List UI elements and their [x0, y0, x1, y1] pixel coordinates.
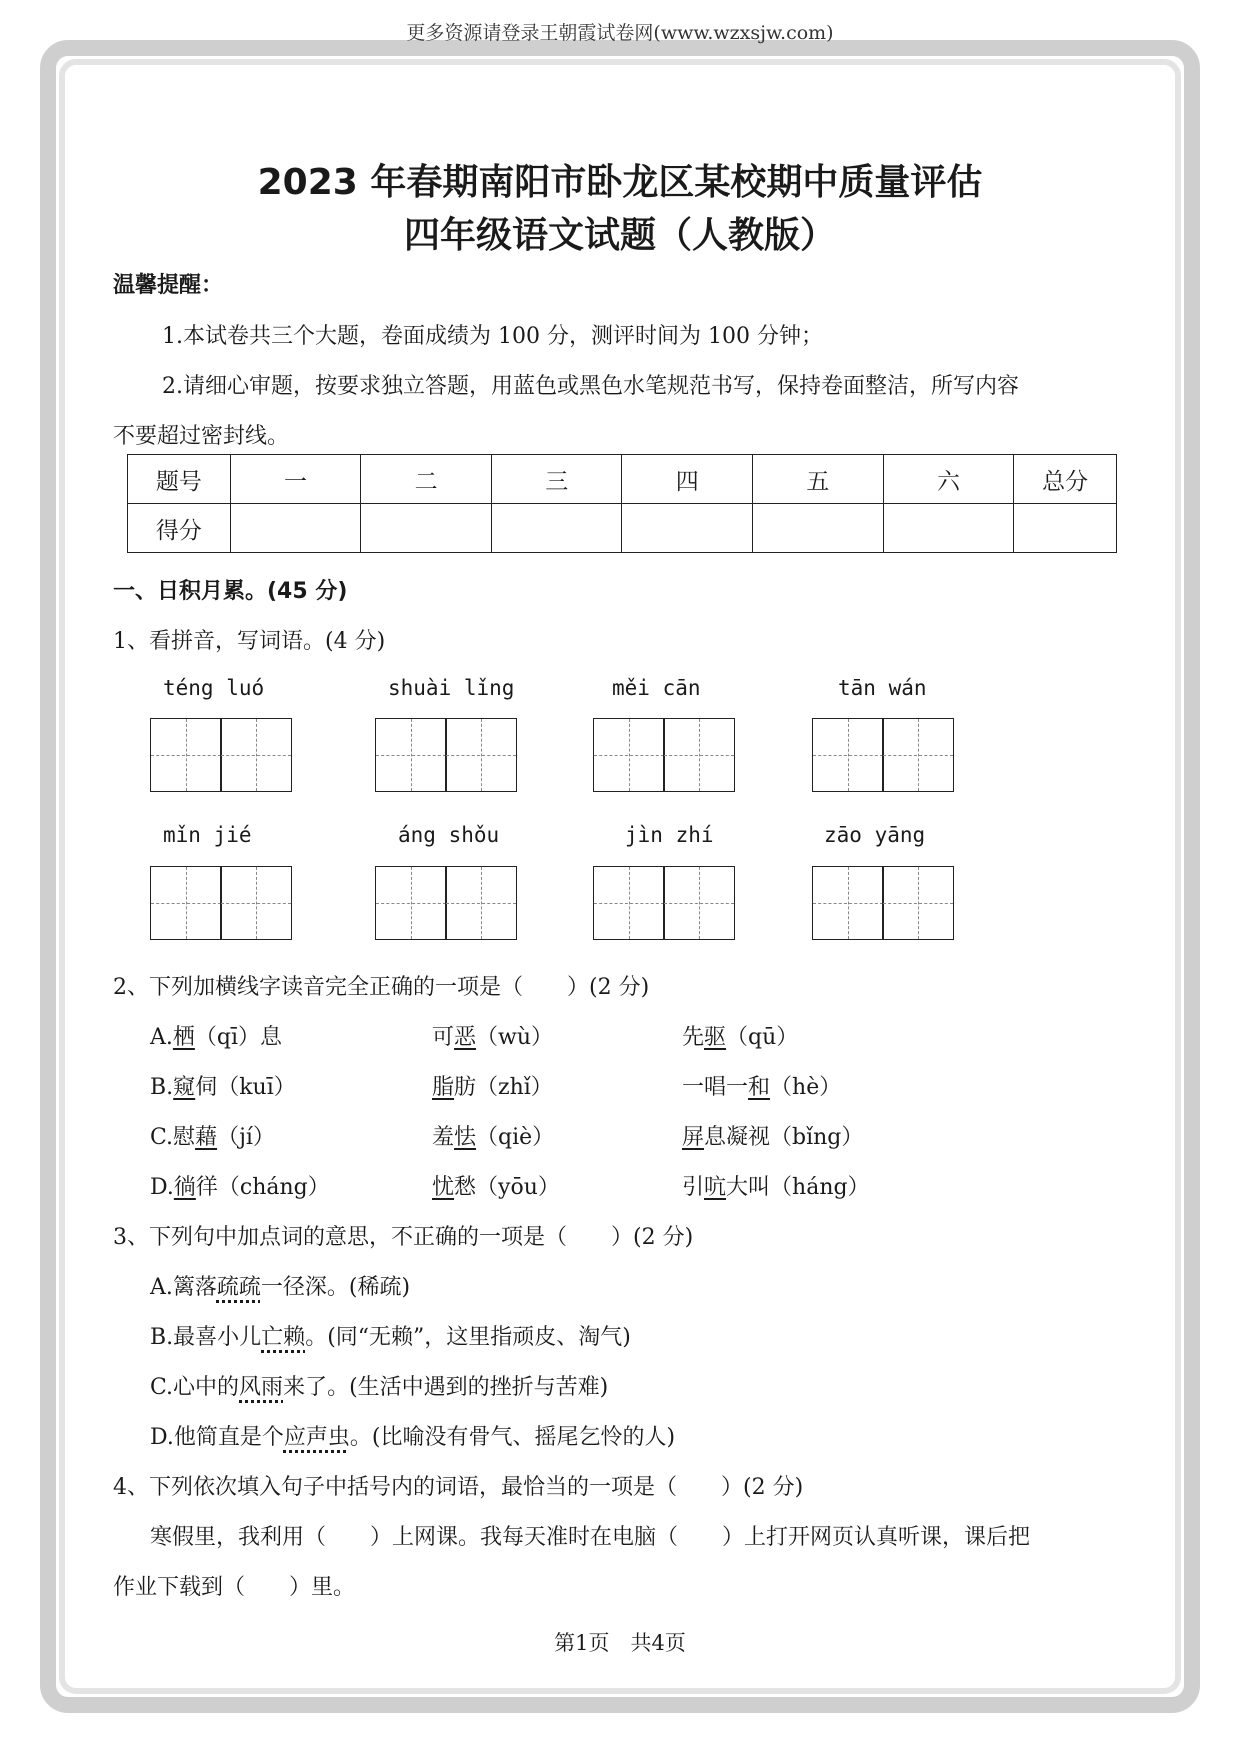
header-note: 更多资源请登录王朝霞试卷网(www.wzxsjw.com): [406, 22, 834, 44]
table-cell: 四: [622, 455, 753, 504]
table-cell: 得分: [128, 504, 231, 553]
q2-option-c-col3: 屏息凝视（bǐng）: [682, 1125, 864, 1150]
pinyin-label: shuài lǐng: [388, 676, 515, 700]
table-cell: 五: [753, 455, 884, 504]
score-cell[interactable]: [230, 504, 361, 553]
q4-passage-line1: 寒假里，我利用（ ）上网课。我每天准时在电脑（ ）上打开网页认真听课，课后把: [150, 1525, 1031, 1550]
q2-option-d-col1: D.徜徉（cháng）: [150, 1175, 330, 1200]
table-cell: 总分: [1014, 455, 1117, 504]
score-table: [127, 454, 1117, 553]
score-table-header-row: [128, 455, 1117, 504]
q3-option-b: B.最喜小儿亡赖。(同“无赖”，这里指顽皮、淘气): [150, 1325, 631, 1350]
writing-grid[interactable]: [150, 718, 294, 792]
pinyin-label: tān wán: [838, 676, 927, 700]
reminder-item-1: 1.本试卷共三个大题，卷面成绩为 100 分，测评时间为 100 分钟；: [162, 324, 823, 349]
q2-title: 2、下列加横线字读音完全正确的一项是（ ）(2 分): [113, 975, 650, 1000]
reminder-item-2: 2.请细心审题，按要求独立答题，用蓝色或黑色水笔规范书写，保持卷面整洁，所写内容: [162, 374, 1019, 399]
q2-option-a-col2: 可恶（wù）: [432, 1025, 554, 1050]
q2-option-d-col2: 忧愁（yōu）: [432, 1175, 560, 1200]
q4-title: 4、下列依次填入句子中括号内的词语，最恰当的一项是（ ）(2 分): [113, 1475, 804, 1500]
table-cell: 二: [361, 455, 492, 504]
writing-grid[interactable]: [150, 866, 294, 940]
writing-grid[interactable]: [375, 718, 519, 792]
writing-grid[interactable]: [812, 718, 956, 792]
table-cell: 一: [230, 455, 361, 504]
score-cell[interactable]: [361, 504, 492, 553]
score-table-score-row: [128, 504, 1117, 553]
pinyin-label: jìn zhí: [625, 823, 714, 847]
q3-option-c: C.心中的风雨来了。(生活中遇到的挫折与苦难): [150, 1375, 609, 1400]
table-cell: 六: [883, 455, 1014, 504]
q2-option-d-col3: 引吭大叫（háng）: [682, 1175, 870, 1200]
pinyin-label: měi cān: [612, 676, 701, 700]
score-cell[interactable]: [622, 504, 753, 553]
pinyin-label: zāo yāng: [824, 823, 926, 847]
score-cell[interactable]: [491, 504, 622, 553]
q2-option-c-col2: 羞怯（qiè）: [432, 1125, 555, 1150]
score-cell[interactable]: [1014, 504, 1117, 553]
q3-option-a: A.篱落疏疏一径深。(稀疏): [150, 1275, 411, 1300]
q4-passage-line2: 作业下载到（ ）里。: [113, 1575, 356, 1600]
pinyin-label: téng luó: [163, 676, 265, 700]
reminder-item-2-cont: 不要超过密封线。: [113, 424, 290, 449]
q2-option-b-col1: B.窥伺（kuī）: [150, 1075, 296, 1100]
writing-grid[interactable]: [593, 866, 737, 940]
q2-option-c-col1: C.慰藉（jí）: [150, 1125, 275, 1150]
table-cell: 三: [491, 455, 622, 504]
section-1-heading: 一、日积月累。(45 分): [113, 579, 348, 604]
q2-option-b-col3: 一唱一和（hè）: [682, 1075, 842, 1100]
q2-option-a-col1: A.栖（qī）息: [150, 1025, 283, 1050]
q3-option-d: D.他简直是个应声虫。(比喻没有骨气、摇尾乞怜的人): [150, 1425, 676, 1450]
exam-title-line2: 四年级语文试题（人教版）: [403, 215, 836, 256]
reminder-heading: 温馨提醒：: [113, 273, 224, 298]
pinyin-label: mǐn jié: [163, 823, 252, 847]
writing-grid[interactable]: [812, 866, 956, 940]
score-cell[interactable]: [883, 504, 1014, 553]
q1-title: 1、看拼音，写词语。(4 分): [113, 629, 386, 654]
page-footer: 第1页 共4页: [554, 1631, 686, 1655]
pinyin-label: áng shǒu: [398, 823, 500, 847]
score-cell[interactable]: [753, 504, 884, 553]
table-cell: 题号: [128, 455, 231, 504]
q2-option-b-col2: 脂肪（zhǐ）: [432, 1075, 553, 1100]
writing-grid[interactable]: [593, 718, 737, 792]
exam-title-line1: 2023 年春期南阳市卧龙区某校期中质量评估: [257, 162, 983, 203]
q3-title: 3、下列句中加点词的意思，不正确的一项是（ ）(2 分): [113, 1225, 694, 1250]
writing-grid[interactable]: [375, 866, 519, 940]
q2-option-a-col3: 先驱（qū）: [682, 1025, 799, 1050]
